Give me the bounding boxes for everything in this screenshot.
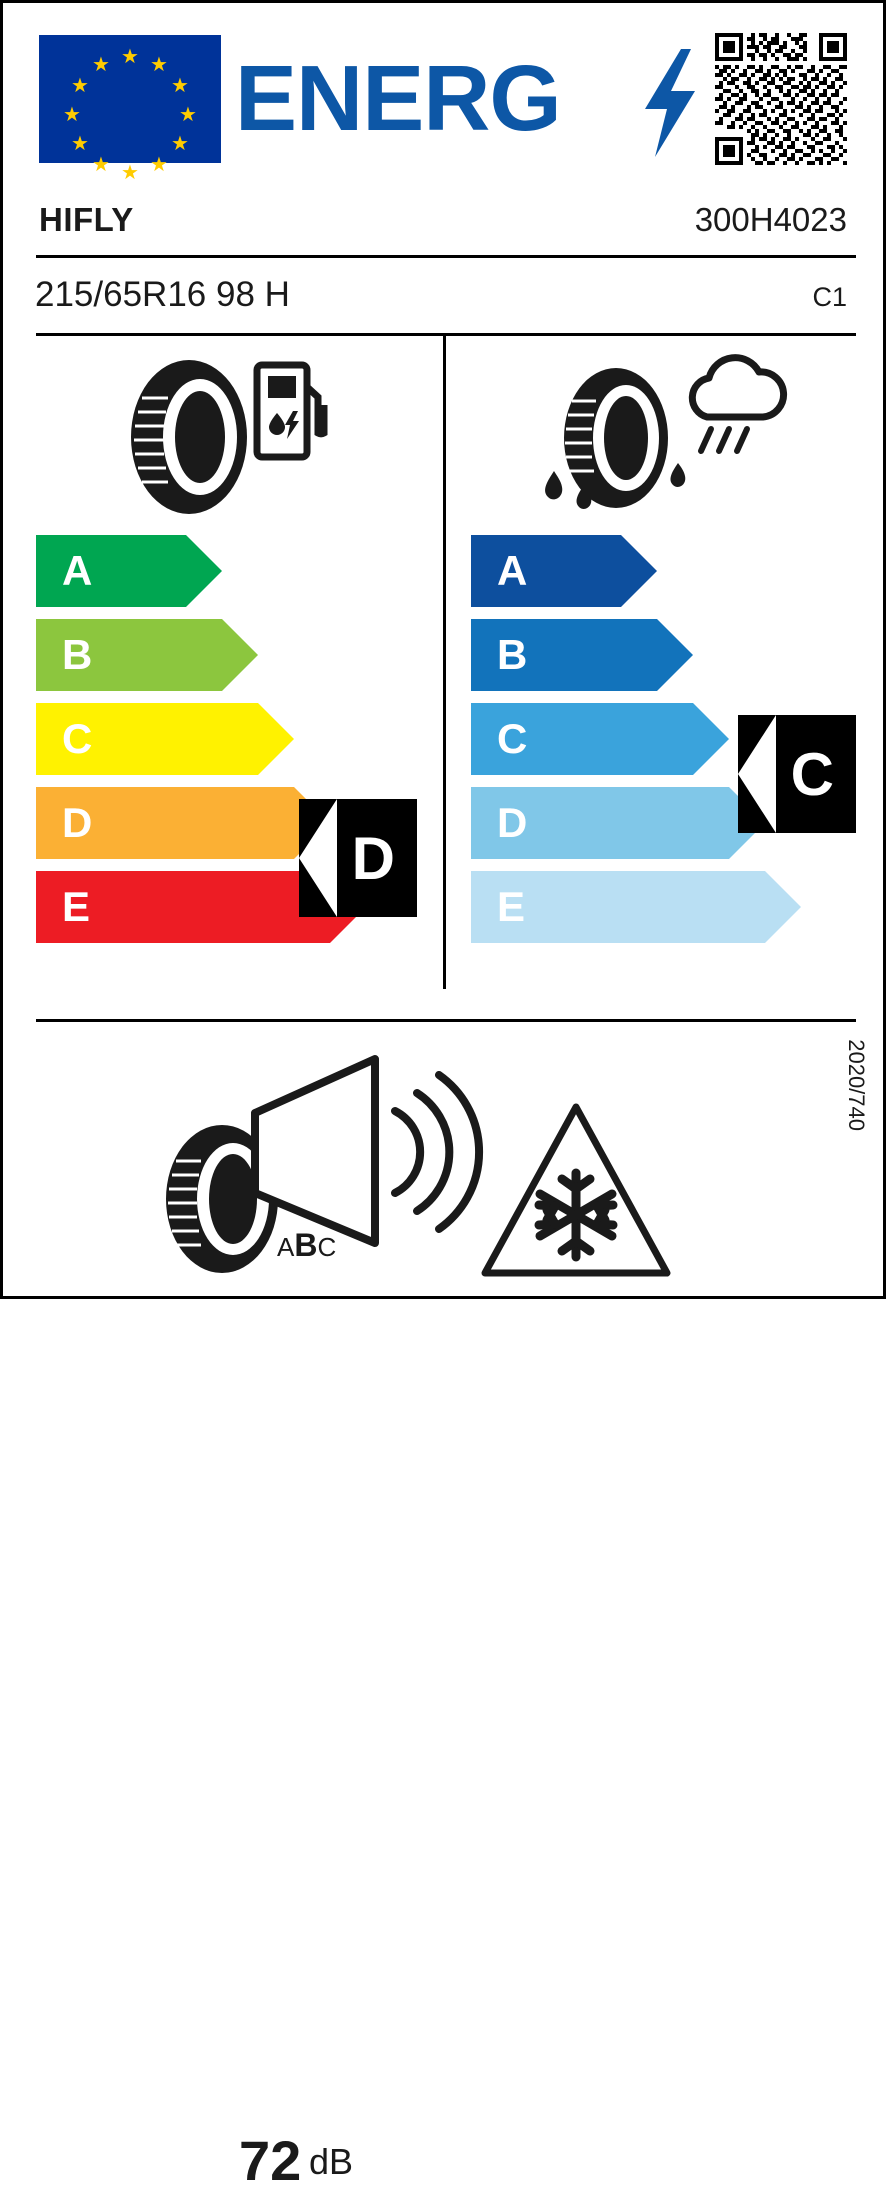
divider-center	[443, 336, 446, 989]
qr-code-icon	[715, 33, 847, 165]
tire-class: C1	[812, 282, 847, 312]
noise-class-c: C	[317, 1232, 337, 1262]
wet-grade-b	[471, 619, 657, 691]
divider-size	[36, 333, 856, 336]
tire-splash-icon	[536, 363, 696, 523]
fuel-grade-c	[36, 703, 258, 775]
wet-grade-scale	[471, 535, 765, 955]
regulation-reference: 2020/740	[844, 1039, 869, 1131]
grade-row	[36, 535, 330, 607]
rain-cloud-icon	[681, 355, 787, 465]
brand-name: HIFLY	[39, 201, 134, 238]
fuel-grade-scale	[36, 535, 330, 955]
grade-row	[471, 871, 765, 943]
grade-letter: D	[62, 799, 93, 846]
3pmsf-snowflake-icon	[481, 1101, 671, 1279]
model-code: 300H4023	[694, 201, 847, 238]
noise-class-b: B	[294, 1227, 318, 1263]
fuel-grade-a	[36, 535, 186, 607]
wet-result-badge	[738, 715, 856, 833]
fuel-grade-b	[36, 619, 222, 691]
grade-letter: B	[497, 631, 528, 678]
noise-class-a: A	[277, 1232, 295, 1262]
grade-letter: D	[497, 799, 528, 846]
fuel-result-letter: D	[351, 824, 395, 892]
noise-class-row	[277, 1227, 336, 1264]
wet-grade-d	[471, 787, 729, 859]
grade-letter: E	[62, 883, 91, 930]
noise-section	[3, 1023, 883, 2192]
grade-letter: A	[62, 547, 93, 594]
page-title: ENERG	[235, 46, 561, 150]
grade-row	[471, 619, 765, 691]
label-header	[3, 3, 883, 188]
fuel-grade-d	[36, 787, 294, 859]
tire-size: 215/65R16 98 H	[35, 275, 290, 314]
noise-value: 72	[239, 2129, 302, 2192]
divider-top	[36, 255, 856, 258]
speaker-icon	[225, 1053, 465, 1253]
grade-row	[36, 787, 330, 859]
eu-flag-icon: ★ ★ ★ ★ ★ ★ ★ ★ ★ ★ ★ ★	[39, 35, 221, 163]
fuel-result-badge	[299, 799, 417, 917]
fuel-grade-e	[36, 871, 330, 943]
wet-result-letter: C	[790, 740, 834, 808]
grade-row	[471, 787, 765, 859]
grade-row	[36, 703, 330, 775]
noise-unit: dB	[309, 2141, 354, 2182]
grade-row	[36, 619, 330, 691]
grade-row	[471, 703, 765, 775]
grade-row	[471, 535, 765, 607]
grade-letter: C	[62, 715, 93, 762]
fuel-pump-icon	[255, 361, 327, 461]
grade-row	[36, 871, 330, 943]
grade-letter: C	[497, 715, 528, 762]
grade-letter: B	[62, 631, 93, 678]
wet-grade-e	[471, 871, 765, 943]
tire-icon	[128, 358, 250, 516]
divider-noise	[36, 1019, 856, 1022]
wet-grade-c	[471, 703, 693, 775]
wet-grade-a	[471, 535, 621, 607]
grade-letter: A	[497, 547, 528, 594]
grade-letter: E	[497, 883, 526, 930]
lightning-bolt-icon	[641, 49, 697, 157]
